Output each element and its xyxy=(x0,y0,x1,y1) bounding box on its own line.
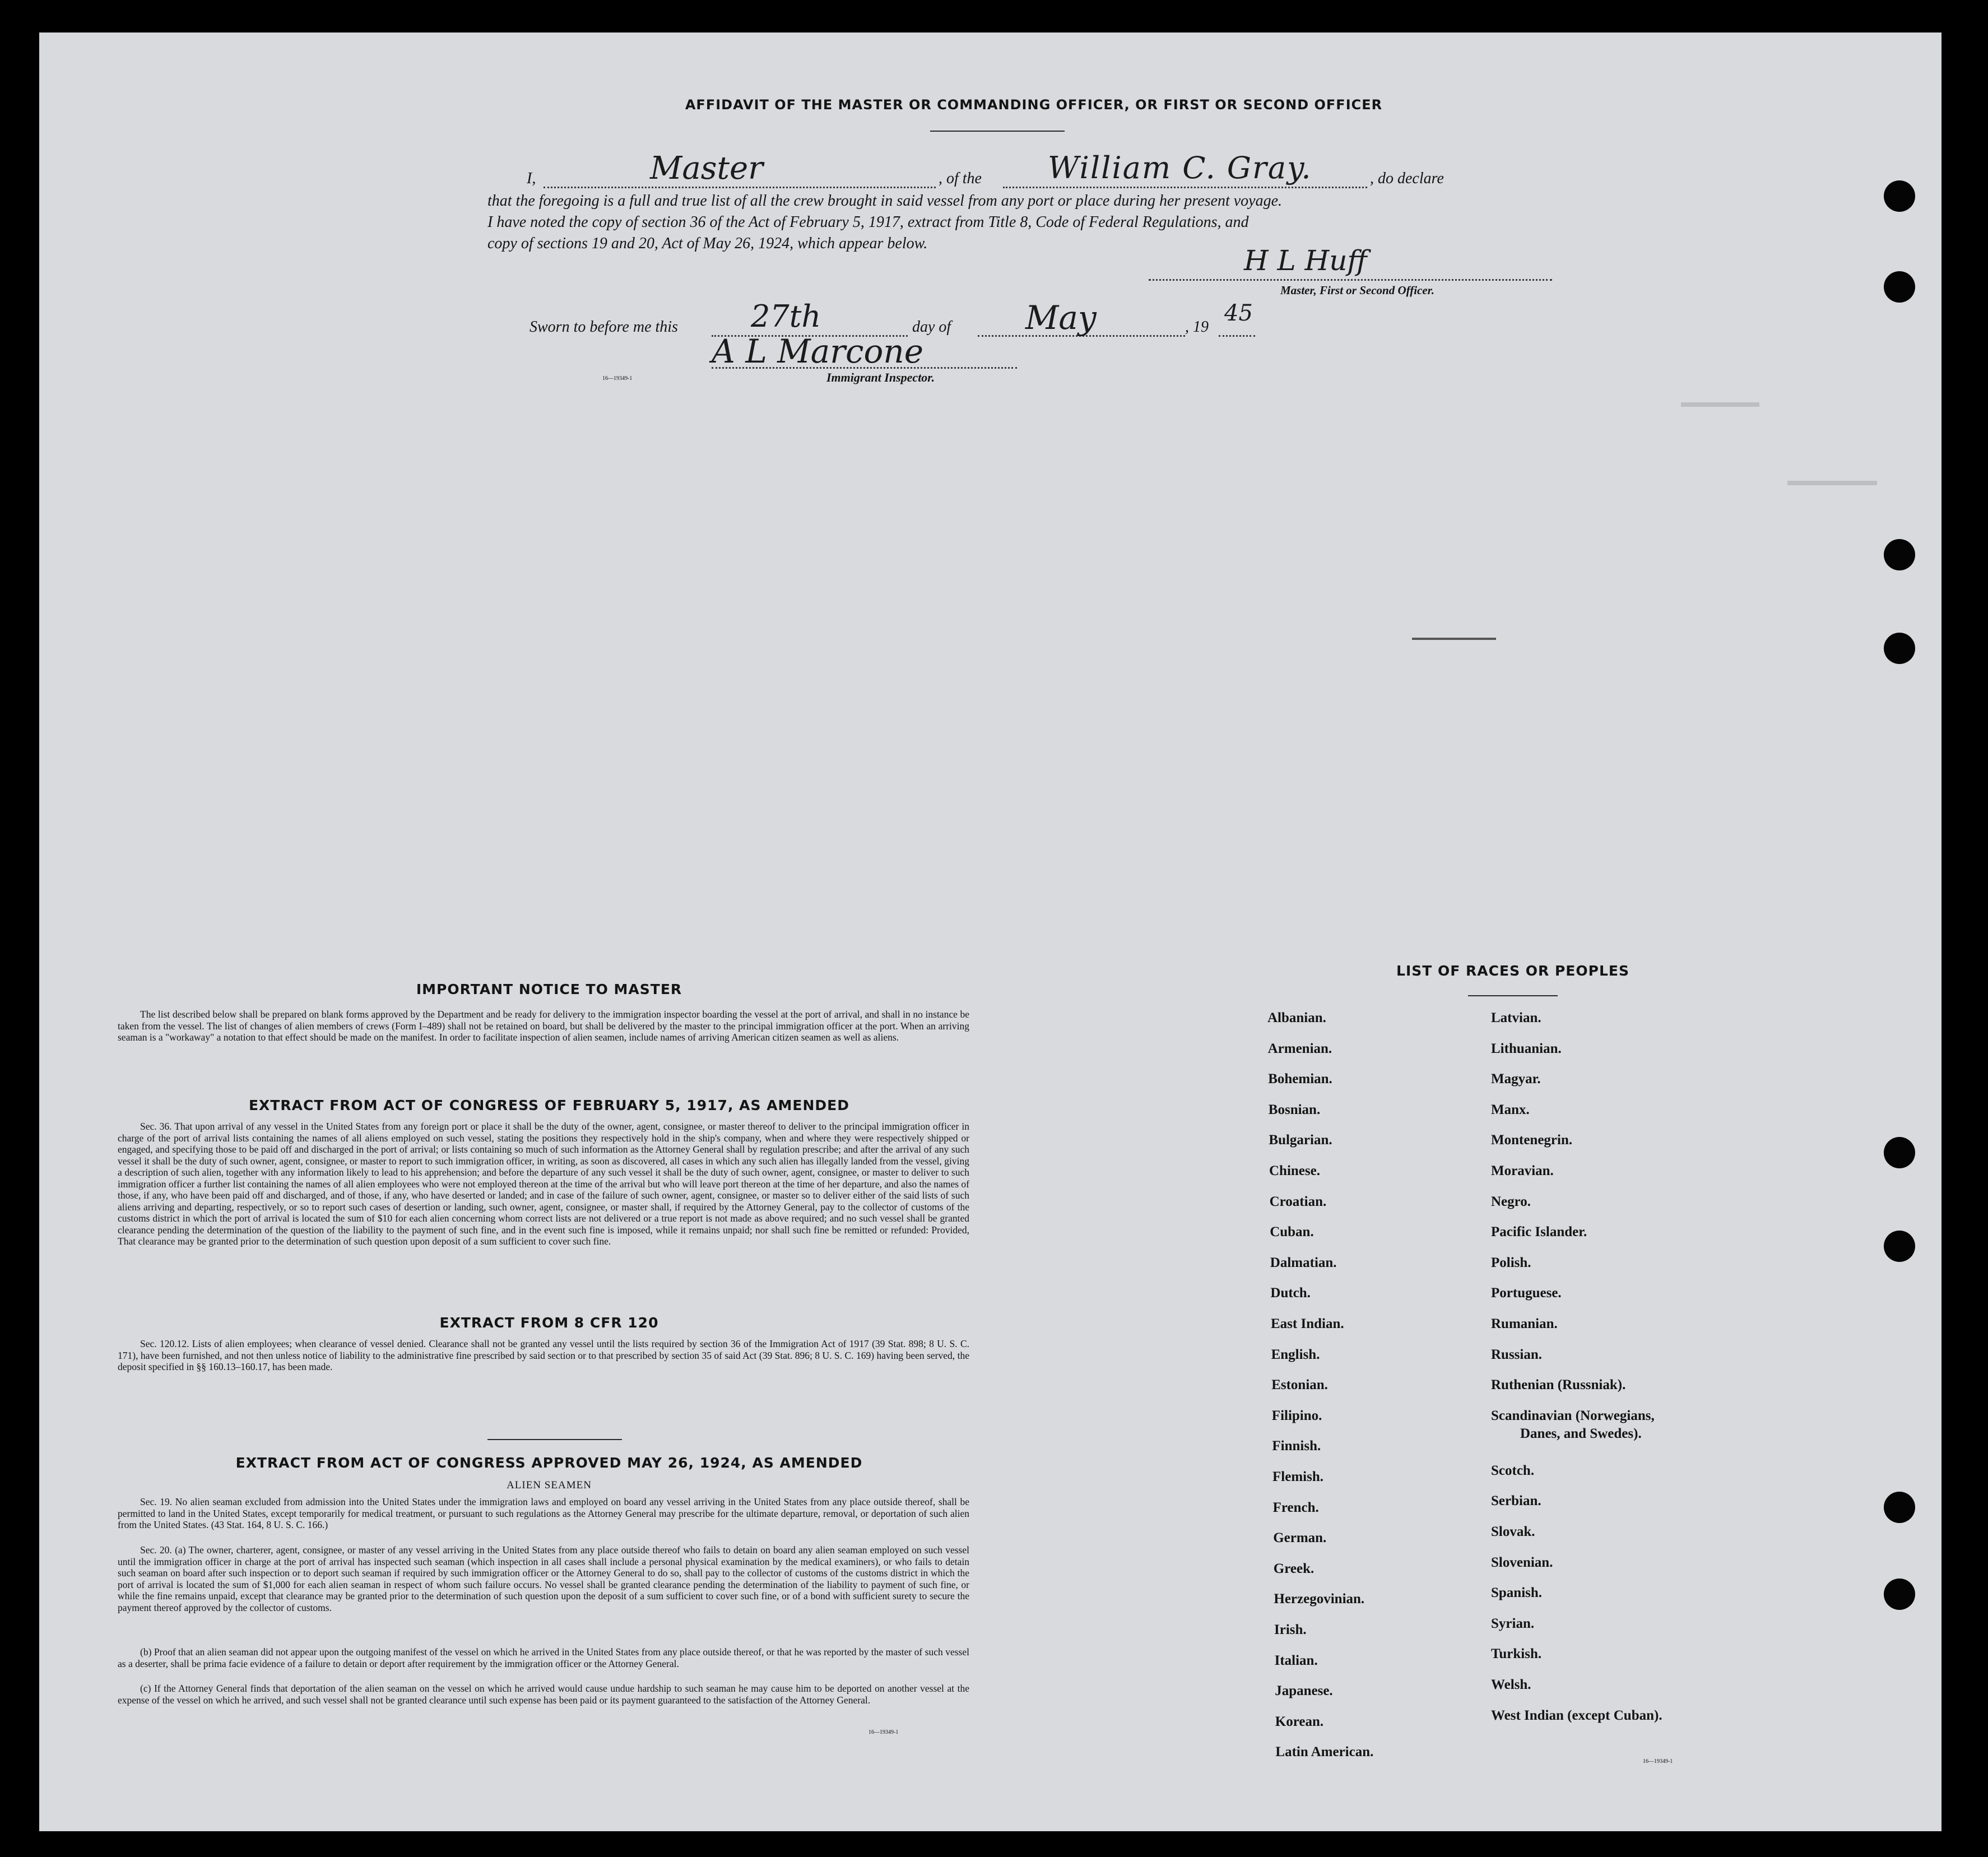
race-item: Turkish. xyxy=(1491,1646,1542,1662)
race-item: Estonian. xyxy=(1271,1377,1328,1393)
race-item: Irish. xyxy=(1274,1622,1307,1637)
race-item: Portuguese. xyxy=(1491,1285,1562,1301)
punch-hole xyxy=(1884,539,1915,570)
race-item: Montenegrin. xyxy=(1491,1132,1573,1148)
sec-20c-text: (c) If the Attorney General finds that deportation of the alien seaman on the vessel on which he arrived would cause undue hardship to such seaman he may cause him to be deported on another vessel at the expense of the vessel on which he arrived, and such vessel shall not be granted clearance until such expense has been paid or its payment guaranteed to the satisfaction of the Attorney General. xyxy=(118,1683,969,1706)
punch-hole xyxy=(1884,1231,1915,1262)
race-item: Scotch. xyxy=(1491,1463,1535,1478)
punch-hole xyxy=(1884,1137,1915,1168)
race-item: French. xyxy=(1272,1499,1319,1515)
race-item: Greek. xyxy=(1273,1561,1315,1576)
affidavit-line-3: I have noted the copy of section 36 of the Act of February 5, 1917, extract from Title 8, Code of Federal Regulations, and xyxy=(487,213,1249,231)
form-number: 16—19349-1 xyxy=(602,375,633,382)
races-form-number: 16—19349-1 xyxy=(1643,1758,1673,1765)
race-item: Lithuanian. xyxy=(1491,1041,1562,1056)
race-item: Latin American. xyxy=(1275,1744,1374,1760)
sworn-label: Sworn to before me this xyxy=(529,318,678,336)
race-item: Syrian. xyxy=(1491,1615,1535,1631)
title-divider xyxy=(930,131,1065,132)
inspector-signature-line xyxy=(712,367,1017,369)
i-fill-line xyxy=(544,187,936,188)
year-handwritten: 45 xyxy=(1224,300,1253,326)
race-item: Dutch. xyxy=(1270,1285,1311,1301)
race-item: Croatian. xyxy=(1269,1194,1327,1209)
races-divider xyxy=(1468,995,1558,996)
race-item: Scandinavian (Norwegians, xyxy=(1491,1408,1655,1423)
alien-seamen-subtitle: ALIEN SEAMEN xyxy=(507,1479,592,1491)
race-item: Danes, and Swedes). xyxy=(1520,1426,1642,1441)
race-item: East Indian. xyxy=(1271,1316,1344,1331)
race-item: Bulgarian. xyxy=(1269,1132,1332,1148)
affidavit-line-4: copy of sections 19 and 20, Act of May 26, 1924, which appear below. xyxy=(487,235,928,252)
race-item: Polish. xyxy=(1491,1255,1531,1270)
races-title: LIST OF RACES OR PEOPLES xyxy=(1396,963,1629,979)
race-item: Spanish. xyxy=(1491,1585,1543,1601)
of-the-label: , of the xyxy=(939,170,982,187)
officer-caption: Master, First or Second Officer. xyxy=(1280,284,1434,297)
race-item: Serbian. xyxy=(1491,1493,1541,1509)
race-item: Ruthenian (Russniak). xyxy=(1491,1377,1626,1393)
sec-20a-text: Sec. 20. (a) The owner, charterer, agent, consignee, or master of any vessel arriving in the United States from any place outside thereof who fails to detain on board any alien seaman employed on such vessel until the immigration officer in charge at the port of arrival has inspected such seaman (which inspection in all cases shall include a personal physical examination by the medical examiners), or who fails to detain such seaman on board after such inspection or to deport such seaman if required by such immigration officer or the Attorney General to do so, shall pay to the collector of customs of the customs district in which the port of arrival is located the sum of $1,000 for each alien seaman in respect of whom such failure occurs. No vessel shall be granted clearance pending the determination of the liability to payment of such fine, or while the fine remains unpaid, except that clearance may be granted prior to the determination of such question upon the deposit of a sum sufficient to cover such fine, or of a bond with sufficient surety to secure the payment thereof approved by the collector of customs. xyxy=(118,1544,969,1613)
race-item: German. xyxy=(1273,1530,1327,1546)
master-handwritten: Master xyxy=(650,150,763,187)
extract-1917-title: EXTRACT FROM ACT OF CONGRESS OF FEBRUARY 5, 1917, AS AMENDED xyxy=(248,1097,850,1113)
year-fill-line xyxy=(1219,335,1255,337)
race-item: Welsh. xyxy=(1491,1677,1531,1692)
punch-hole xyxy=(1884,1492,1915,1523)
extract-1917-text: Sec. 36. That upon arrival of any vessel in the United States from any foreign port or place it shall be the duty of the owner, agent, consignee, or master thereof to deliver to the principal immigration officer in charge of the port of arrival lists containing the names of all aliens employed on such vessel, stating the positions they respectively hold in the ship's company, when and where they were respectively shipped or engaged, and specifying those to be paid off and discharged in the port of arrival; or lists containing so much of such information as the Attorney General shall by regulation prescribe; and after the arrival of any such vessel it shall be the duty of such owner, agent, consignee, or master to report to such immigration officer, in writing, as soon as discovered, all cases in which any such alien has illegally landed from the vessel, giving a description of such alien, together with any information likely to lead to his apprehension; and before the departure of any such vessel it shall be the duty of such owner, agent, consignee, or master to deliver to such immigration officer a further list containing the names of all alien employees who were not employed thereon at the time of the arrival but who will leave port thereon at the time of her departure, and also the names of those, if any, who have been paid off and discharged, and of those, if any, who have deserted or landed; and in case of the failure of such owner, agent, consignee, or master so to deliver either of the said lists of such aliens arriving and departing, respectively, or so to report such cases of desertion or landing, such owner, agent, consignee, or master shall, if required by the Attorney General, pay to the collector of customs of the customs district in which the port of arrival is located the sum of $10 for each alien concerning whom correct lists are not delivered or a true report is not made as above required; and no such vessel shall be granted clearance pending the determination of the question of the liability to the payment of such fine, and in the event such fine is imposed, while it remains unpaid; nor shall such fine be remitted or refunded: Provided, That clearance may be granted prior to the determination of such question upon deposit of a sum sufficient to cover such fine. xyxy=(118,1121,969,1247)
stray-mark xyxy=(1412,638,1496,640)
punch-hole xyxy=(1884,271,1915,303)
extract-cfr-text: Sec. 120.12. Lists of alien employees; when clearance of vessel denied. Clearance shall not be granted any vessel until the lists required by section 36 of the Immigration Act of 1917 (39 Stat. 898; 8 U. S. C. 171), have been furnished, and not then unless notice of liability to the administrative fine prescribed by said section or to that prescribed by section 35 of said Act (39 Stat. 896; 8 U. S. C. 169) having been served, the deposit specified in §§ 160.13–160.17, has been made. xyxy=(118,1338,969,1372)
race-item: Slovenian. xyxy=(1491,1554,1553,1570)
race-item: Dalmatian. xyxy=(1270,1255,1337,1270)
race-item: Moravian. xyxy=(1491,1163,1554,1178)
month-handwritten: May xyxy=(1025,299,1097,337)
race-item: Cuban. xyxy=(1270,1224,1314,1240)
race-item: Filipino. xyxy=(1271,1408,1322,1423)
race-item: Magyar. xyxy=(1491,1071,1541,1087)
race-item: Russian. xyxy=(1491,1347,1543,1362)
punch-hole xyxy=(1884,180,1915,212)
document-sheet xyxy=(39,33,1941,1831)
race-item: Latvian. xyxy=(1491,1010,1541,1025)
inspector-signature: A L Marcone xyxy=(712,332,924,370)
notice-text: The list described below shall be prepared on blank forms approved by the Department and be ready for delivery to the immigration inspector boarding the vessel at the port of arrival, and shall in no instance be taken from the vessel. The list of changes of alien members of crews (Form I–489) shall not be retained on board, but shall be delivered by the master to the principal immigration officer at the port. When an arriving seaman is a "workaway" a notation to that effect should be made on the manifest. In order to facilitate inspection of alien seamen, include names of arriving American citizen seamen as well as aliens. xyxy=(118,1009,969,1043)
sec-19-text: Sec. 19. No alien seaman excluded from admission into the United States under the immigration laws and employed on board any vessel arriving in the United States from any place outside thereof, shall be permitted to land in the United States, except temporarily for medical treatment, or pursuant to such regulations as the Attorney General may prescribe for the ultimate departure, removal, or deportation of such alien from the United States. (43 Stat. 164, 8 U. S. C. 166.) xyxy=(118,1496,969,1530)
race-item: Chinese. xyxy=(1269,1163,1320,1178)
race-item: Albanian. xyxy=(1267,1010,1326,1025)
punch-hole xyxy=(1884,1579,1915,1610)
race-item: Negro. xyxy=(1491,1194,1531,1209)
bleed-mark xyxy=(1681,402,1759,407)
cfr-divider xyxy=(487,1439,622,1440)
do-declare-label: , do declare xyxy=(1370,170,1444,187)
race-item: Japanese. xyxy=(1275,1683,1333,1699)
extract-form-number: 16—19349-1 xyxy=(868,1729,899,1735)
notice-title: IMPORTANT NOTICE TO MASTER xyxy=(416,981,682,997)
affidavit-body xyxy=(487,150,1580,287)
day-of-label: day of xyxy=(912,318,951,336)
affidavit-title: AFFIDAVIT OF THE MASTER OR COMMANDING OFFICER, OR FIRST OR SECOND OFFICER xyxy=(685,97,1383,113)
extract-cfr-title: EXTRACT FROM 8 CFR 120 xyxy=(439,1315,659,1331)
day-handwritten: 27th xyxy=(751,299,821,334)
punch-hole xyxy=(1884,633,1915,664)
inspector-caption: Immigrant Inspector. xyxy=(826,370,935,384)
race-item: Rumanian. xyxy=(1491,1316,1558,1331)
officer-signature: H L Huff xyxy=(1244,244,1367,277)
extract-1924-title: EXTRACT FROM ACT OF CONGRESS APPROVED MAY 26, 1924, AS AMENDED xyxy=(235,1455,863,1471)
race-item: Herzegovinian. xyxy=(1274,1591,1365,1607)
vessel-fill-line xyxy=(1003,187,1367,188)
race-item: Armenian. xyxy=(1267,1041,1332,1056)
race-item: Slovak. xyxy=(1491,1524,1535,1539)
race-item: Manx. xyxy=(1491,1102,1530,1117)
affidavit-line-2: that the foregoing is a full and true list of all the crew brought in said vessel from any port or place during her present voyage. xyxy=(487,192,1283,210)
race-item: Flemish. xyxy=(1272,1469,1323,1484)
race-item: Korean. xyxy=(1275,1714,1324,1729)
i-label: I, xyxy=(527,170,536,187)
officer-signature-line xyxy=(1149,279,1552,281)
race-item: English. xyxy=(1271,1347,1320,1362)
race-item: Bosnian. xyxy=(1268,1102,1321,1117)
race-item: Pacific Islander. xyxy=(1491,1224,1587,1240)
bleed-mark xyxy=(1787,481,1877,485)
race-item: West Indian (except Cuban). xyxy=(1491,1707,1662,1723)
vessel-handwritten: William C. Gray. xyxy=(1048,150,1312,185)
race-item: Bohemian. xyxy=(1268,1071,1332,1087)
sec-20b-text: (b) Proof that an alien seaman did not appear upon the outgoing manifest of the vessel on which he arrived in the United States from any place outside thereof, or that he was reported by the master of such vessel as a deserter, shall be prima facie evidence of a failure to detain or deport after requirement by the immigration officer or the Attorney General. xyxy=(118,1646,969,1669)
race-item: Finnish. xyxy=(1272,1438,1321,1454)
year-prefix: , 19 xyxy=(1185,318,1209,336)
race-item: Italian. xyxy=(1274,1652,1318,1668)
